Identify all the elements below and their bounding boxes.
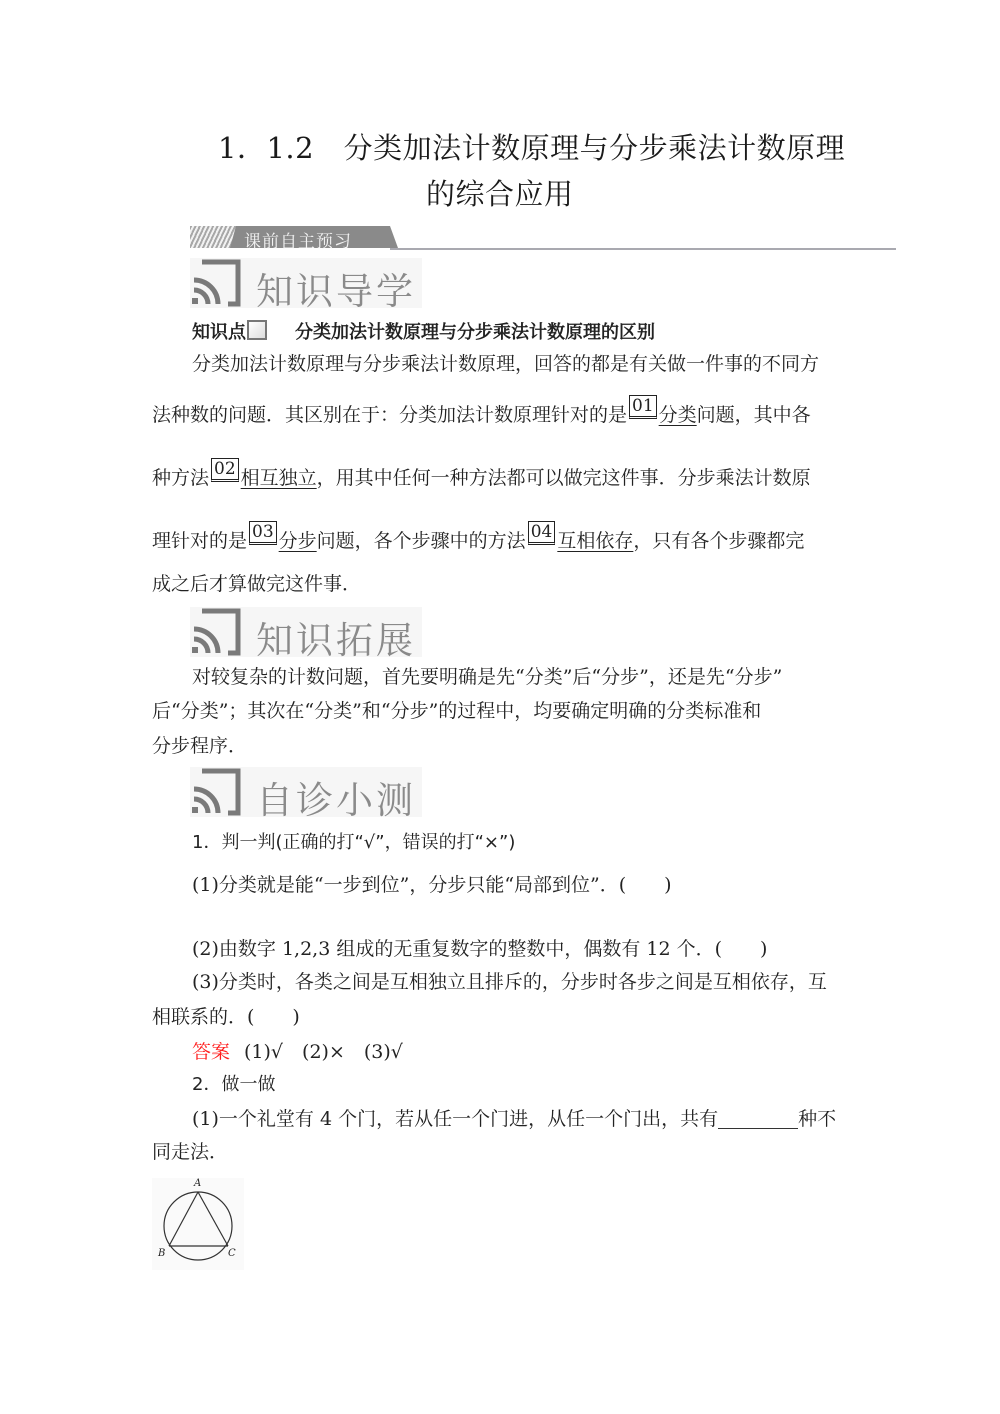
answer-text: (1)√ (2)× (3)√ [244,1041,403,1063]
answer-fill: 相互独立 [240,467,317,489]
quiz-q2-item-1a: (1)一个礼堂有 4 个门，若从任一个门进，从任一个门出，共有 种不 [192,1108,837,1130]
feed-icon [190,258,242,308]
kp-line-1: 分类加法计数原理与分步乘法计数原理，回答的都是有关做一件事的不同方 [192,353,820,375]
kp-line-4: 理针对的是 03 分步问题，各个步骤中的方法 04 互相依存，只有各个步骤都完 [152,522,805,552]
feed-icon [190,607,242,657]
section-heading-label: 自诊小测 [256,779,416,822]
blank-number-box: 03 [249,521,277,545]
answer-label: 答案 [192,1041,231,1063]
ext-line-2: 后“分类”；其次在“分类”和“分步”的过程中，均要确定明确的分类标准和 [152,700,762,722]
fill-in-blank [718,1110,798,1129]
answer-fill: 分类 [658,404,697,426]
kp-line-3: 种方法 02 相互独立，用其中任何一种方法都可以做完这件事．分步乘法计数原 [152,459,811,489]
answer-fill: 分步 [278,530,317,552]
ext-line-3: 分步程序． [152,735,248,757]
quiz-q1-item-1: (1)分类就是能“一步到位”，分步只能“局部到位”．( ) [192,874,672,896]
kp-line-2: 法种数的问题．其区别在于：分类加法计数原理针对的是 01 分类问题，其中各 [152,396,811,426]
knowledge-point-heading: 分类加法计数原理与分步乘法计数原理的区别 [295,322,655,343]
quiz-answer [192,1043,403,1062]
figure-circle-triangle [152,1178,244,1270]
checkbox-icon [247,320,267,340]
quiz-q1-item-3a: (3)分类时，各类之间是互相独立且排斥的，分步时各步之间是互相依存，互 [192,971,827,993]
kp-line-5: 成之后才算做完这件事． [152,573,362,595]
quiz-q2-title: 2．做一做 [192,1074,276,1095]
vertex-label-b: B [158,1248,166,1259]
blank-number-box: 01 [629,395,657,419]
section-heading-knowledge-guide [190,258,422,313]
quiz-q2-item-1b: 同走法． [152,1141,229,1163]
section-heading-knowledge-extension [190,607,422,662]
page-title-line2: 的综合应用 [426,177,574,211]
section-heading-label: 知识导学 [256,270,416,313]
answer-fill: 互相依存 [557,530,634,552]
vertex-label-c: C [228,1248,236,1259]
quiz-q1-item-2: (2)由数字 1,2,3 组成的无重复数字的整数中，偶数有 12 个．( ) [192,938,768,960]
section-banner [190,226,896,250]
knowledge-point-label: 知识点 [192,322,246,343]
quiz-q1-title: 1．判一判(正确的打“√”，错误的打“×”) [192,832,516,853]
knowledge-point-title [192,320,655,342]
blank-number-box: 04 [528,521,556,545]
page-title-line1: 1．1.2 分类加法计数原理与分步乘法计数原理 [218,131,846,165]
banner-rule [390,248,896,250]
ext-line-1: 对较复杂的计数问题，首先要明确是先“分类”后“分步”，还是先“分步” [192,666,783,688]
section-heading-label: 知识拓展 [256,619,416,662]
quiz-q1-item-3b: 相联系的．( ) [152,1006,300,1028]
vertex-label-a: A [194,1178,202,1189]
banner-stripes [190,226,238,248]
feed-icon [190,767,242,817]
blank-number-box: 02 [211,458,239,482]
section-heading-self-test [190,767,422,822]
banner-label: 课前自主预习 [244,232,352,252]
